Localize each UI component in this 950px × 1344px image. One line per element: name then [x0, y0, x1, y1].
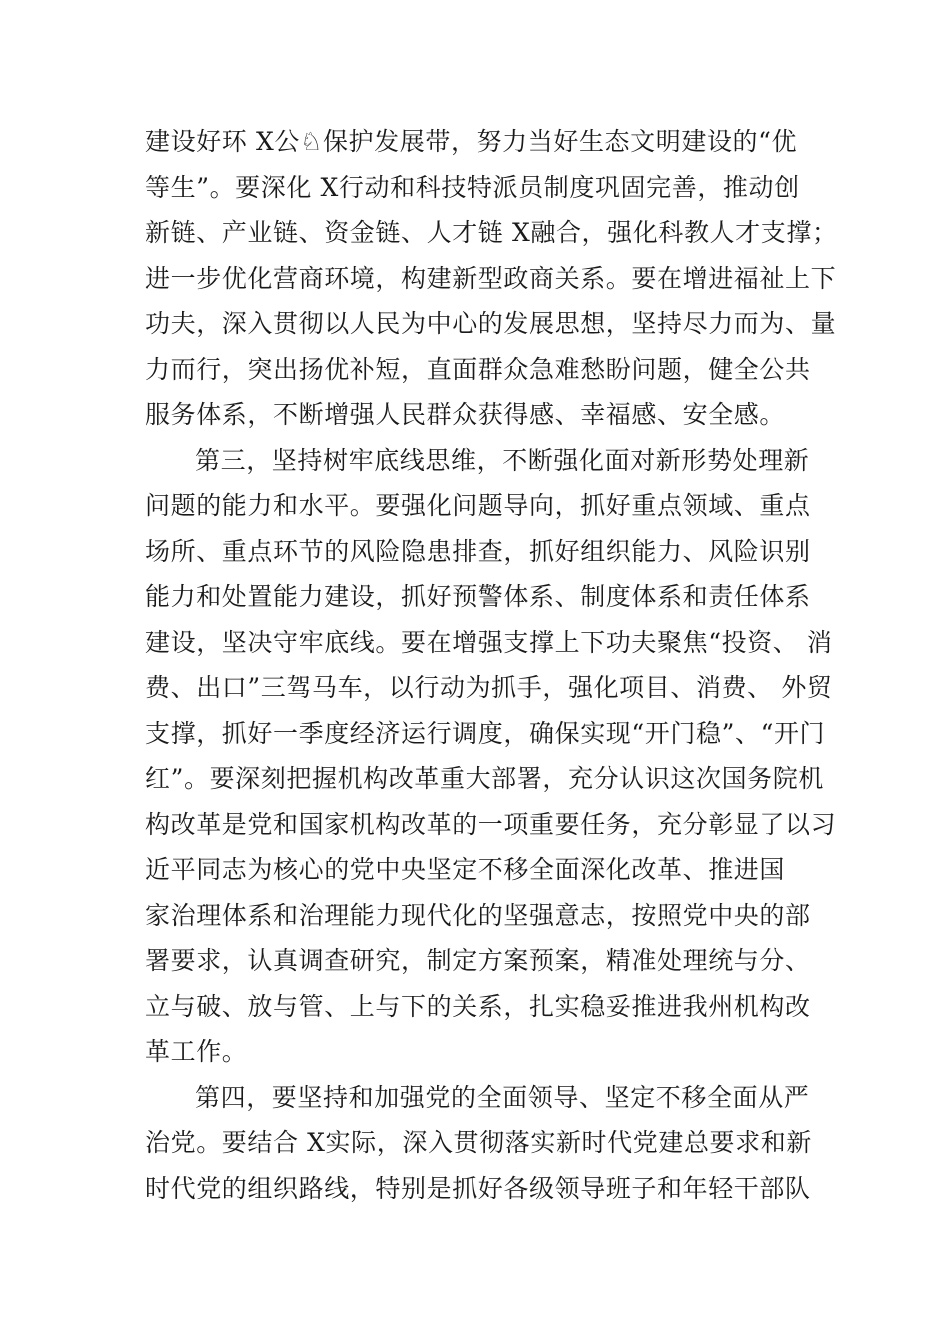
text-line: 建设好环 X公♘保护发展带，努力当好生态文明建设的“优 — [145, 127, 798, 156]
body-text — [145, 119, 838, 1211]
text-line: 构改革是党和国家机构改革的一项重要任务，充分彰显了以习 — [145, 809, 837, 839]
text-line: 费、出口”三驾马车，以行动为抓手，强化项目、消费、 外贸 — [145, 673, 833, 702]
paragraph-start-line: 第三，坚持树牢底线思维，不断强化面对新形势处理新 — [195, 445, 810, 475]
text-line: 革工作。 — [145, 1037, 248, 1066]
text-line: 支撑，抓好一季度经济运行调度，确保实现“开门稳”、“开门 — [145, 718, 826, 748]
text-line: 问题的能力和水平。要强化问题导向，抓好重点领域、重点 — [145, 491, 811, 520]
text-line: 场所、重点环节的风险隐患排查，抓好组织能力、风险识别 — [145, 536, 811, 566]
text-line: 力而行，突出扬优补短，直面群众急难愁盼问题，健全公共 — [145, 354, 811, 384]
text-line: 红”。要深刻把握机构改革重大部署，充分认识这次国务院机 — [145, 764, 824, 793]
text-line: 建设，坚决守牢底线。要在增强支撑上下功夫聚焦“投资、 消 — [145, 627, 833, 657]
text-line: 服务体系，不断增强人民群众获得感、幸福感、安全感。 — [145, 400, 786, 429]
text-line: 新链、产业链、资金链、人才链 X融合，强化科教人才支撑； — [145, 218, 838, 247]
text-line: 能力和处置能力建设，抓好预警体系、制度体系和责任体系 — [145, 582, 811, 611]
text-line: 立与破、放与管、上与下的关系，扎实稳妥推进我州机构改 — [145, 991, 811, 1021]
text-line: 治党。要结合 X实际，深入贯彻落实新时代党建总要求和新 — [145, 1128, 812, 1157]
text-line: 署要求，认真调查研究，制定方案预案，精准处理统与分、 — [145, 946, 811, 975]
text-line: 近平同志为核心的党中央坚定不移全面深化改革、推进国 — [145, 855, 786, 884]
paragraph-start-line: 第四，要坚持和加强党的全面领导、坚定不移全面从严 — [195, 1082, 810, 1112]
text-line: 家治理体系和治理能力现代化的坚强意志，按照党中央的部 — [145, 900, 811, 930]
text-line: 进一步优化营商环境，构建新型政商关系。要在增进福祉上下 — [145, 263, 837, 293]
text-line: 时代党的组织路线，特别是抓好各级领导班子和年轻干部队 — [145, 1173, 811, 1203]
text-line: 等生”。要深化 X行动和科技特派员制度巩固完善，推动创 — [145, 172, 800, 202]
text-line: 功夫，深入贯彻以人民为中心的发展思想，坚持尽力而为、量 — [145, 309, 837, 338]
